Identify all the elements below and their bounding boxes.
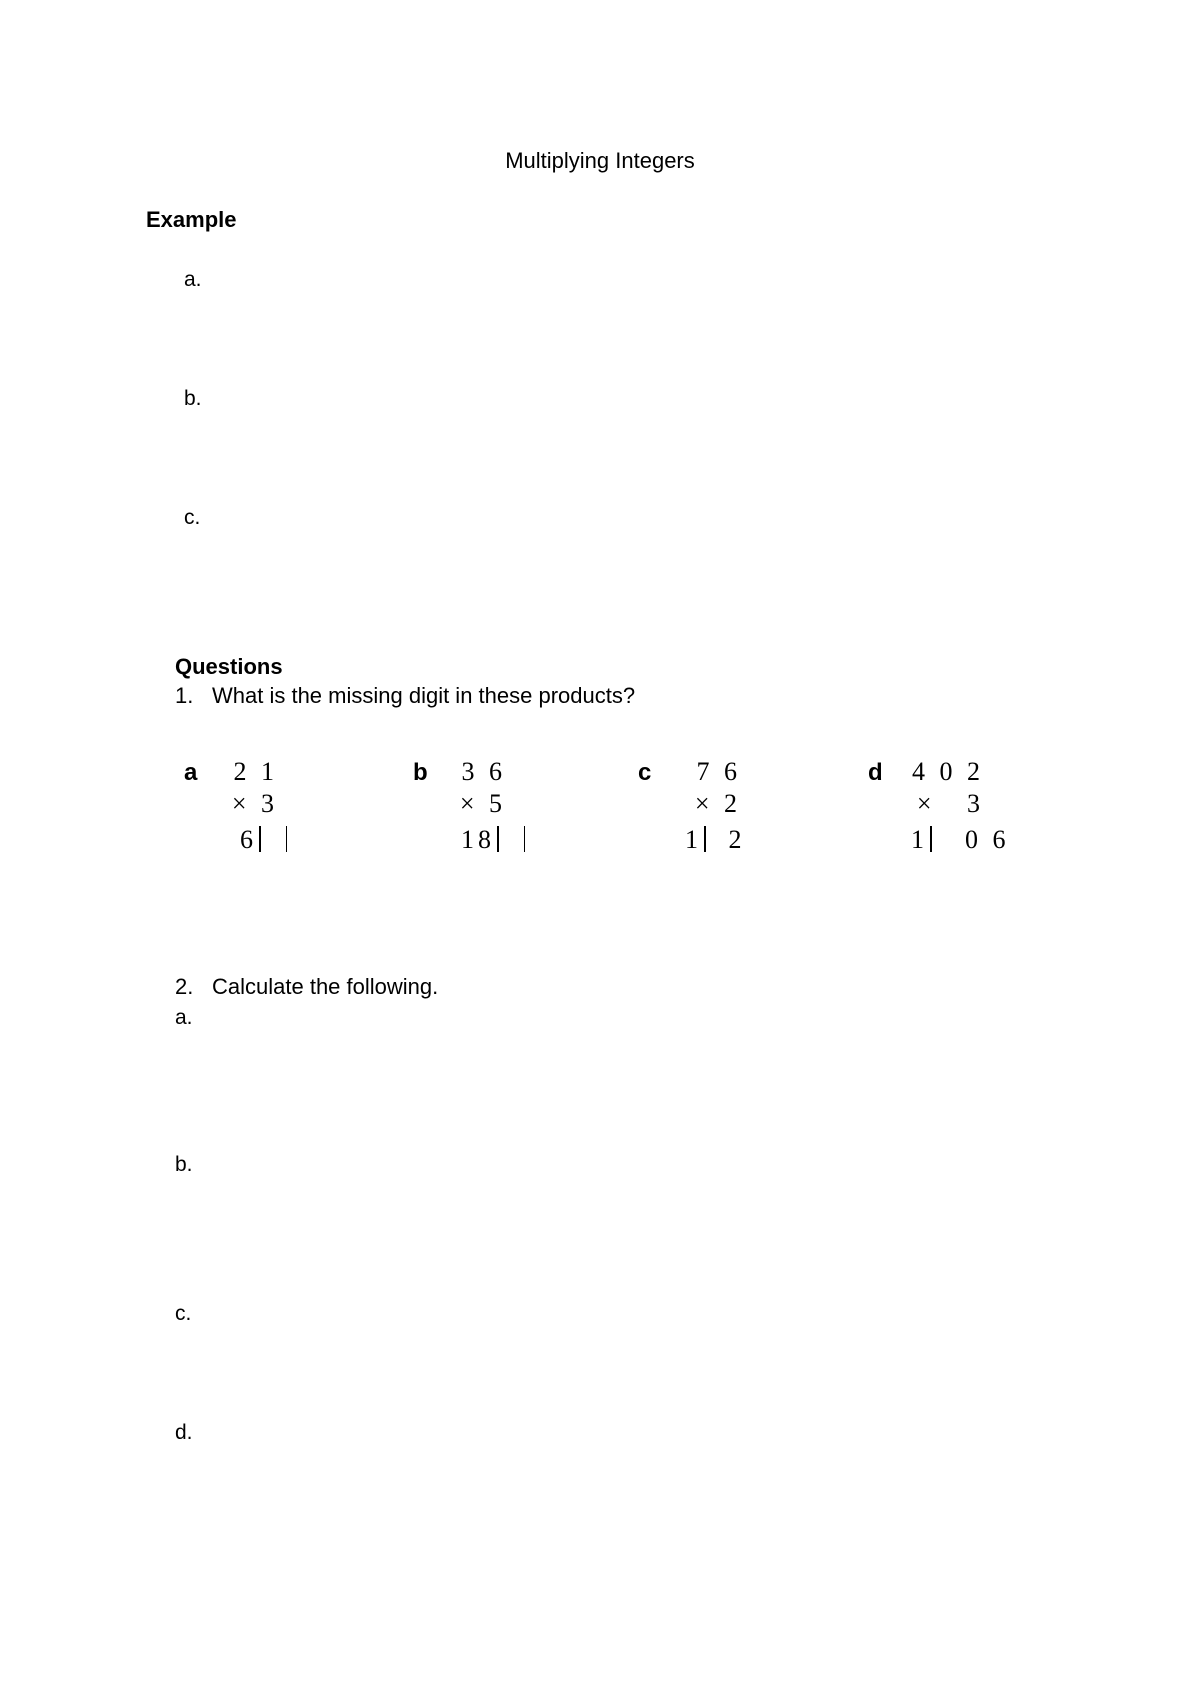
problem-d-multiplicand: 4 0 2 (912, 757, 984, 786)
problem-d (868, 757, 1058, 867)
problem-a-product-left: 6 (240, 825, 257, 854)
problem-a-product (240, 825, 289, 855)
problem-c (638, 757, 828, 867)
problem-b-letter: b (413, 759, 428, 786)
problem-b-product (461, 825, 527, 855)
problem-d-product-right: 0 6 (965, 825, 1010, 854)
missing-digit-box-right (286, 826, 288, 852)
example-item-b: b. (184, 387, 202, 410)
problem-c-multiplier: × 2 (694, 789, 741, 818)
problem-a-multiplier: × 3 (231, 789, 278, 818)
problem-c-letter: c (638, 759, 652, 786)
questions-heading: Questions (175, 654, 283, 679)
question-2-item-c: c. (175, 1302, 192, 1325)
problem-c-product-left: 1 (685, 825, 702, 854)
problem-d-product-left: 1 (911, 825, 928, 854)
question-1-text: What is the missing digit in these products? (212, 683, 636, 708)
example-heading: Example (146, 207, 237, 232)
problem-c-multiplicand: 7 6 (696, 757, 741, 786)
question-2-item-a: a. (175, 1006, 193, 1029)
problem-b-multiplier: × 5 (459, 789, 506, 818)
problem-a-letter: a (184, 759, 198, 786)
question-2 (175, 974, 438, 1000)
problem-d-multiplier: × 3 (916, 789, 984, 818)
problem-b (413, 757, 603, 867)
problem-d-letter: d (868, 759, 883, 786)
example-item-c: c. (184, 506, 201, 529)
missing-digit-box-right (524, 826, 526, 852)
question-1 (175, 683, 635, 709)
example-item-a: a. (184, 268, 202, 291)
problem-a (184, 757, 374, 867)
problem-d-product (911, 825, 1010, 855)
missing-digit-box-left (259, 826, 261, 852)
problem-a-multiplicand: 2 1 (233, 757, 278, 786)
question-2-text: Calculate the following. (212, 974, 439, 999)
question-2-item-d: d. (175, 1421, 193, 1444)
question-2-item-b: b. (175, 1153, 193, 1176)
page-title: Multiplying Integers (505, 148, 695, 173)
missing-digit-box-left (930, 826, 932, 852)
missing-digit-box-left (497, 826, 499, 852)
question-2-number: 2. (175, 974, 194, 999)
problem-b-multiplicand: 3 6 (461, 757, 506, 786)
problem-b-product-left: 18 (461, 825, 495, 854)
problem-c-product-right: 2 (728, 825, 746, 854)
missing-digit-box-left (704, 826, 706, 852)
question-1-number: 1. (175, 683, 194, 708)
problem-c-product (685, 825, 746, 855)
